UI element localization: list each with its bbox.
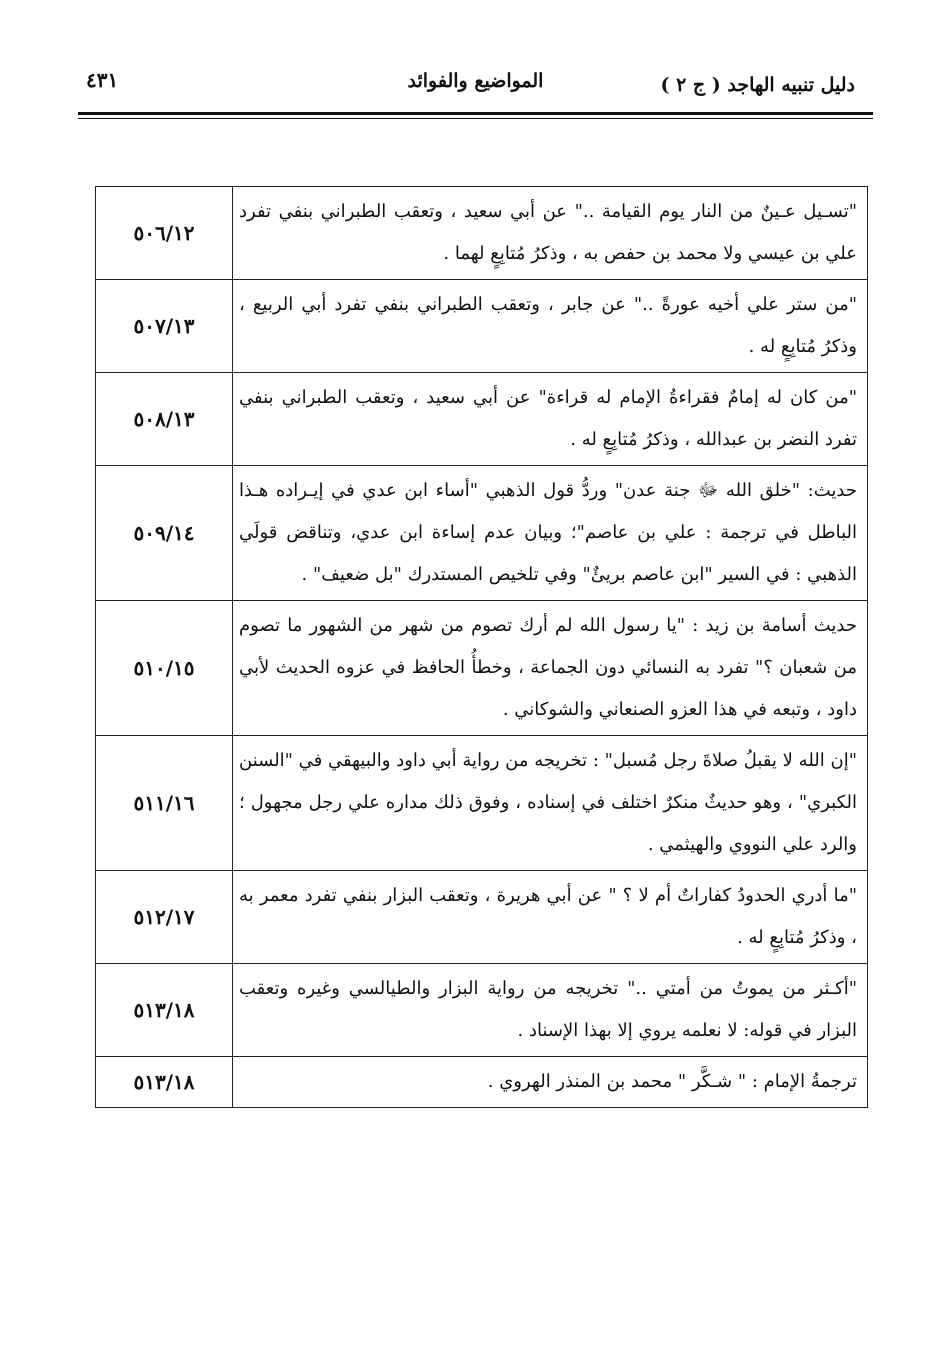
table-row — [96, 736, 868, 871]
book-title: دليل تنبيه الهاجد ( ج ٢ ) — [660, 74, 855, 96]
index-table — [95, 186, 868, 1108]
entry-description: "من كان له إمامٌ فقراءةُ الإمام له قراءة" عن أبي سعيد ، وتعقب الطبراني بنفي تفرد النضر بن عبدالله ، وذكرُ مُتابِعٍ له . — [233, 373, 868, 466]
entry-reference: ٥١٣/١٨ — [96, 964, 233, 1057]
table-row — [96, 964, 868, 1057]
table-row — [96, 280, 868, 373]
entry-description: "تسـيل عـينٌ من النار يوم القيامة .." عن أبي سعيد ، وتعقب الطبراني بنفي تفرد علي بن عيسي ولا محمد بن حفص به ، وذكرُ مُتابِعٍ لهما . — [233, 187, 868, 280]
table-row — [96, 871, 868, 964]
entry-reference: ٥٠٩/١٤ — [96, 466, 233, 601]
entry-description: "من ستر علي أخيه عورةً .." عن جابر ، وتعقب الطبراني بنفي تفرد أبي الربيع ، وذكرُ مُتابِعٍ له . — [233, 280, 868, 373]
table-row — [96, 601, 868, 736]
entry-description: حديث: "خلق الله ﷻ جنة عدن" وردُّ قول الذهبي "أساء ابن عدي في إيـراده هـذا الباطل في ترجمة : علي بن عاصم"؛ وبيان عدم إساءة ابن عدي، وتناقض قولَي الذهبي : في السير "ابن عاصم بريئٌ" وفي تلخيص المستدرك "بل ضعيف" . — [233, 466, 868, 601]
entry-description: حديث أسامة بن زيد : "يا رسول الله لم أرك تصوم من شهر من الشهور ما تصوم من شعبان ؟" تفرد به النسائي دون الجماعة ، وخطأُ الحافظ في عزوه الحديث لأبي داود ، وتبعه في هذا العزو الصنعاني والشوكاني . — [233, 601, 868, 736]
entry-reference: ٥١١/١٦ — [96, 736, 233, 871]
table-row — [96, 373, 868, 466]
entry-reference: ٥٠٦/١٢ — [96, 187, 233, 280]
entry-description: "ما أدري الحدودُ كفاراتٌ أم لا ؟ " عن أبي هريرة ، وتعقب البزار بنفي تفرد معمر به ، وذكرُ مُتابِعٍ له . — [233, 871, 868, 964]
entry-reference: ٥١٣/١٨ — [96, 1057, 233, 1108]
header-rule-thick — [78, 112, 873, 115]
entry-reference: ٥٠٧/١٣ — [96, 280, 233, 373]
entry-reference: ٥٠٨/١٣ — [96, 373, 233, 466]
page-number: ٤٣١ — [86, 68, 119, 92]
page-header — [78, 62, 873, 112]
entry-reference: ٥١٠/١٥ — [96, 601, 233, 736]
entry-description: ترجمةُ الإمام : " شـكَّر " محمد بن المنذر الهروي . — [233, 1057, 868, 1108]
section-title: المواضيع والفوائد — [407, 70, 544, 92]
entry-description: "إن الله لا يقبلُ صلاةَ رجل مُسبل" : تخريجه من رواية أبي داود والبيهقي في "السنن الكبري" ، وهو حديثٌ منكرٌ اختلف في إسناده ، وفوق ذلك مداره علي رجل مجهول ؛ والرد علي النووي والهيثمي . — [233, 736, 868, 871]
table-row — [96, 187, 868, 280]
entry-description: "أكـثر من يموتُ من أمتي .." تخريجه من رواية البزار والطيالسي وغيره وتعقب البزار في قوله: لا نعلمه يروي إلا بهذا الإسناد . — [233, 964, 868, 1057]
entry-reference: ٥١٢/١٧ — [96, 871, 233, 964]
table-row — [96, 466, 868, 601]
header-rule-thin — [78, 118, 873, 119]
table-row — [96, 1057, 868, 1108]
